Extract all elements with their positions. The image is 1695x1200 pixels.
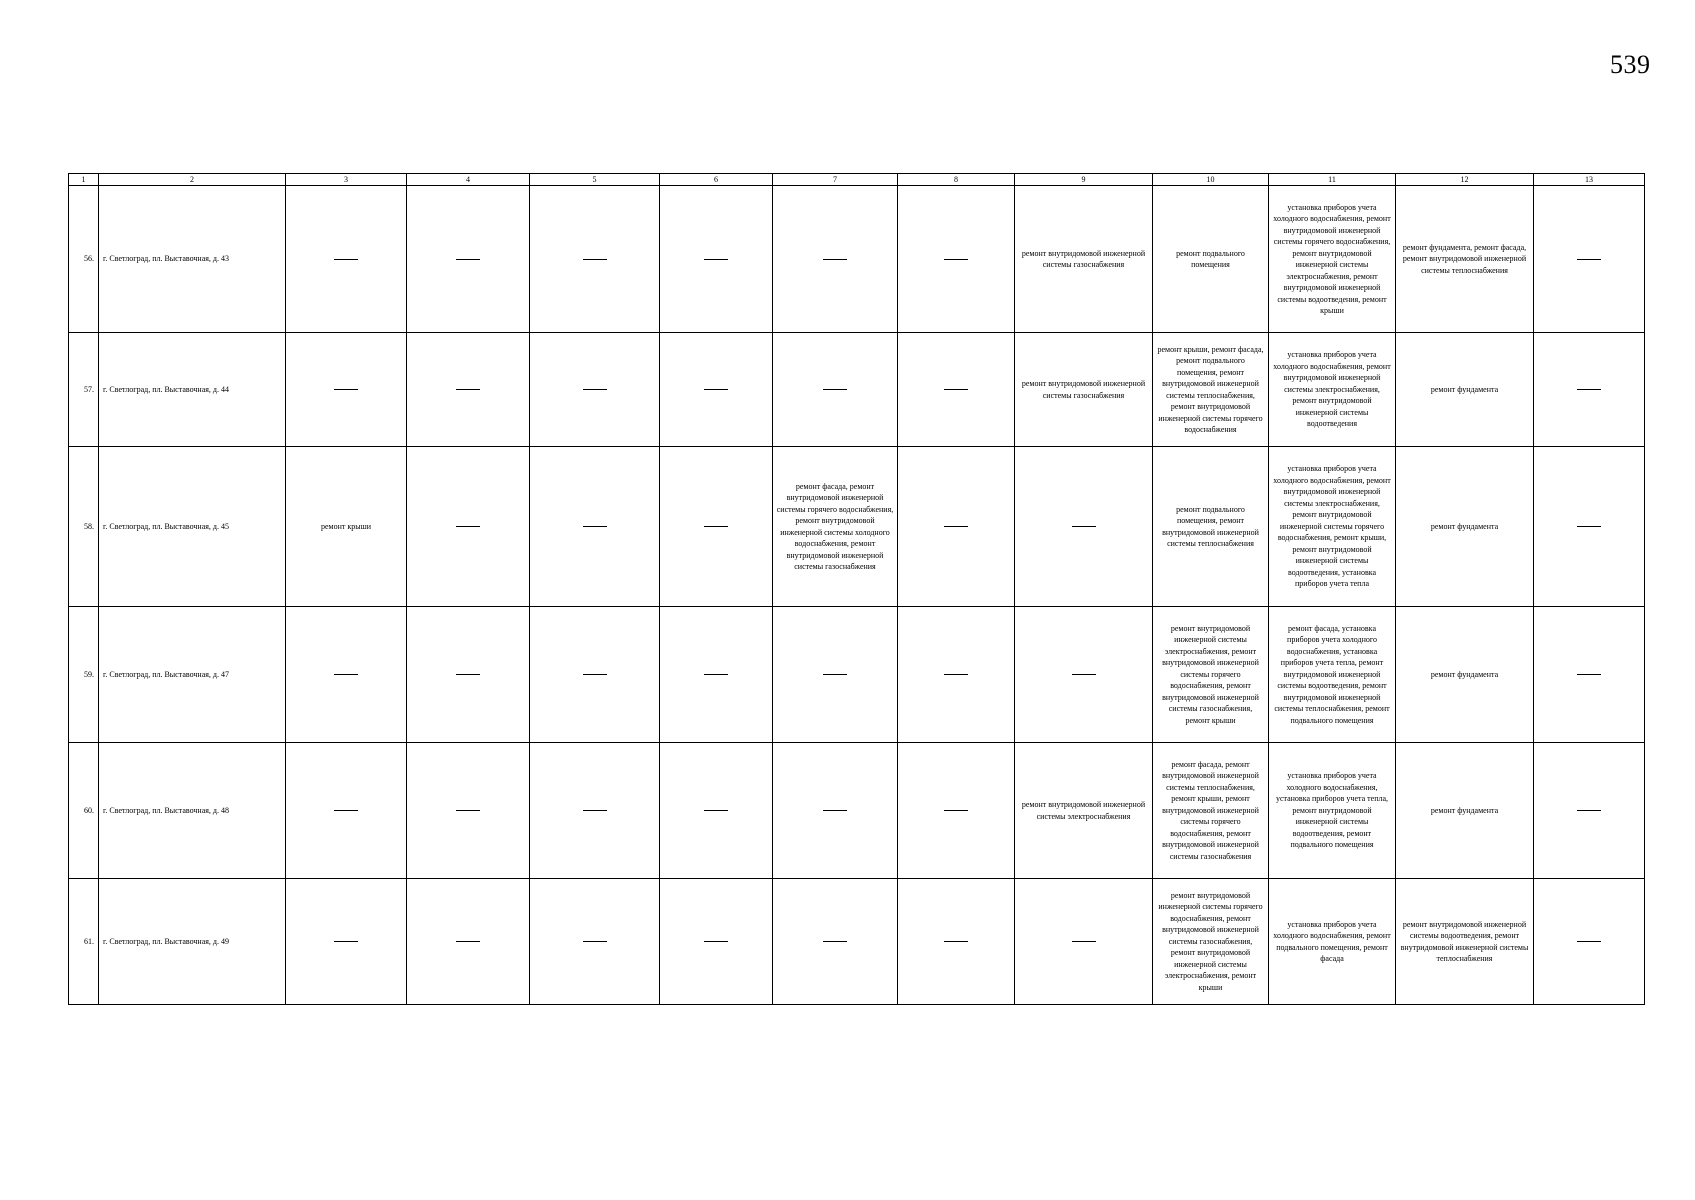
dash-mark: [583, 941, 607, 942]
table-cell: ремонт подвального помещения, ремонт внутридомовой инженерной системы теплоснабжения: [1153, 447, 1269, 607]
dash-mark: [1577, 674, 1601, 675]
table-cell: [407, 333, 530, 447]
dash-mark: [823, 259, 847, 260]
dash-mark: [944, 526, 968, 527]
table-cell: [773, 607, 898, 743]
table-cell: ремонт фундамента: [1396, 743, 1534, 879]
table-cell: [530, 186, 660, 333]
table-cell: [286, 333, 407, 447]
dash-mark: [944, 674, 968, 675]
table-cell: ремонт внутридомовой инженерной системы горячего водоснабжения, ремонт внутридомовой инженерной системы газоснабжения, ремонт внутридомовой инженерной системы электроснабжения, ремонт крыши: [1153, 879, 1269, 1005]
row-number-cell: 56.: [69, 186, 99, 333]
table-cell: [1015, 607, 1153, 743]
address-cell: г. Светлоград, пл. Выставочная, д. 43: [99, 186, 286, 333]
address-cell: г. Светлоград, пл. Выставочная, д. 44: [99, 333, 286, 447]
table-cell: [660, 607, 773, 743]
dash-mark: [456, 674, 480, 675]
table-cell: ремонт фасада, ремонт внутридомовой инженерной системы теплоснабжения, ремонт крыши, ремонт внутридомовой инженерной системы горячего водоснабжения, ремонт внутридомовой инженерной системы газоснабжения: [1153, 743, 1269, 879]
dash-mark: [334, 674, 358, 675]
table-cell: ремонт фундамента, ремонт фасада, ремонт внутридомовой инженерной системы теплоснабжения: [1396, 186, 1534, 333]
table-cell: установка приборов учета холодного водоснабжения, ремонт внутридомовой инженерной системы электроснабжения, ремонт внутридомовой инженерной системы горячего водоснабжения, ремонт крыши, ремонт внутридомовой инженерной системы водоотведения, установка приборов учета тепла: [1269, 447, 1396, 607]
dash-mark: [1577, 259, 1601, 260]
column-number-row: [69, 174, 1645, 186]
repair-schedule-table: [68, 173, 1645, 1005]
table-cell: установка приборов учета холодного водоснабжения, ремонт внутридомовой инженерной системы горячего водоснабжения, ремонт внутридомовой инженерной системы электроснабжения, ремонт внутридомовой инженерной системы водоотведения, ремонт крыши: [1269, 186, 1396, 333]
row-number-cell: 60.: [69, 743, 99, 879]
dash-mark: [456, 526, 480, 527]
table-cell: установка приборов учета холодного водоснабжения, ремонт внутридомовой инженерной системы электроснабжения, ремонт внутридомовой инженерной системы водоотведения: [1269, 333, 1396, 447]
dash-mark: [1577, 389, 1601, 390]
table-cell: [530, 447, 660, 607]
table-cell: [530, 879, 660, 1005]
table-cell: ремонт фасада, ремонт внутридомовой инженерной системы горячего водоснабжения, ремонт внутридомовой инженерной системы холодного водоснабжения, ремонт внутридомовой инженерной системы газоснабжения: [773, 447, 898, 607]
table-cell: [1534, 333, 1645, 447]
column-header: 10: [1153, 174, 1269, 186]
table-cell: ремонт фундамента: [1396, 447, 1534, 607]
dash-mark: [823, 941, 847, 942]
table-cell: [1534, 743, 1645, 879]
table-row: [69, 333, 1645, 447]
row-number-cell: 58.: [69, 447, 99, 607]
table-cell: [898, 447, 1015, 607]
table-cell: [1015, 447, 1153, 607]
table-cell: установка приборов учета холодного водоснабжения, ремонт подвального помещения, ремонт фасада: [1269, 879, 1396, 1005]
table-row: [69, 607, 1645, 743]
table-cell: ремонт фундамента: [1396, 333, 1534, 447]
table-row: [69, 743, 1645, 879]
table-cell: [773, 333, 898, 447]
dash-mark: [704, 674, 728, 675]
table-cell: установка приборов учета холодного водоснабжения, установка приборов учета тепла, ремонт внутридомовой инженерной системы водоотведения, ремонт подвального помещения: [1269, 743, 1396, 879]
dash-mark: [334, 941, 358, 942]
table-cell: ремонт подвального помещения: [1153, 186, 1269, 333]
table-cell: [286, 186, 407, 333]
table-row: [69, 186, 1645, 333]
table-cell: [530, 607, 660, 743]
address-cell: г. Светлоград, пл. Выставочная, д. 48: [99, 743, 286, 879]
column-header: 12: [1396, 174, 1534, 186]
table-cell: [660, 447, 773, 607]
table-cell: [286, 879, 407, 1005]
table-cell: [660, 743, 773, 879]
dash-mark: [456, 389, 480, 390]
dash-mark: [1072, 941, 1096, 942]
column-header: 4: [407, 174, 530, 186]
dash-mark: [1577, 810, 1601, 811]
table-cell: [407, 607, 530, 743]
dash-mark: [704, 259, 728, 260]
table-cell: [773, 879, 898, 1005]
dash-mark: [583, 526, 607, 527]
address-cell: г. Светлоград, пл. Выставочная, д. 47: [99, 607, 286, 743]
address-cell: г. Светлоград, пл. Выставочная, д. 49: [99, 879, 286, 1005]
column-header: 5: [530, 174, 660, 186]
dash-mark: [456, 810, 480, 811]
table-cell: [407, 879, 530, 1005]
table-cell: [407, 186, 530, 333]
row-number-cell: 59.: [69, 607, 99, 743]
dash-mark: [1072, 674, 1096, 675]
column-header: 13: [1534, 174, 1645, 186]
dash-mark: [704, 941, 728, 942]
table-cell: ремонт внутридомовой инженерной системы водоотведения, ремонт внутридомовой инженерной системы теплоснабжения: [1396, 879, 1534, 1005]
table-cell: [407, 743, 530, 879]
page-number: 539: [1610, 50, 1651, 79]
table-cell: [1534, 447, 1645, 607]
dash-mark: [704, 526, 728, 527]
table-cell: [898, 607, 1015, 743]
column-header: 1: [69, 174, 99, 186]
table-cell: [1534, 879, 1645, 1005]
table-cell: ремонт крыши: [286, 447, 407, 607]
column-header: 9: [1015, 174, 1153, 186]
dash-mark: [334, 389, 358, 390]
table-cell: ремонт фундамента: [1396, 607, 1534, 743]
table-cell: [286, 607, 407, 743]
table-cell: [660, 186, 773, 333]
table-cell: ремонт внутридомовой инженерной системы газоснабжения: [1015, 186, 1153, 333]
address-cell: г. Светлоград, пл. Выставочная, д. 45: [99, 447, 286, 607]
table-cell: [898, 186, 1015, 333]
table-cell: ремонт внутридомовой инженерной системы газоснабжения: [1015, 333, 1153, 447]
dash-mark: [583, 259, 607, 260]
table-cell: [407, 447, 530, 607]
dash-mark: [944, 259, 968, 260]
table-cell: ремонт фасада, установка приборов учета холодного водоснабжения, установка приборов учета тепла, ремонт внутридомовой инженерной системы водоотведения, ремонт внутридомовой инженерной системы теплоснабжения, ремонт подвального помещения: [1269, 607, 1396, 743]
table-cell: [1015, 879, 1153, 1005]
dash-mark: [1577, 941, 1601, 942]
dash-mark: [1072, 526, 1096, 527]
table-row: [69, 447, 1645, 607]
row-number-cell: 61.: [69, 879, 99, 1005]
table-cell: [1534, 607, 1645, 743]
table-cell: ремонт крыши, ремонт фасада, ремонт подвального помещения, ремонт внутридомовой инженерной системы теплоснабжения, ремонт внутридомовой инженерной системы горячего водоснабжения: [1153, 333, 1269, 447]
dash-mark: [583, 810, 607, 811]
dash-mark: [944, 941, 968, 942]
dash-mark: [334, 810, 358, 811]
table-cell: [898, 879, 1015, 1005]
dash-mark: [944, 389, 968, 390]
dash-mark: [1577, 526, 1601, 527]
table-cell: [898, 743, 1015, 879]
column-header: 7: [773, 174, 898, 186]
dash-mark: [823, 389, 847, 390]
table-cell: ремонт внутридомовой инженерной системы электроснабжения: [1015, 743, 1153, 879]
dash-mark: [583, 389, 607, 390]
table-cell: ремонт внутридомовой инженерной системы электроснабжения, ремонт внутридомовой инженерной системы горячего водоснабжения, ремонт внутридомовой инженерной системы газоснабжения, ремонт крыши: [1153, 607, 1269, 743]
column-header: 11: [1269, 174, 1396, 186]
table-cell: [530, 333, 660, 447]
dash-mark: [704, 810, 728, 811]
table-cell: [660, 333, 773, 447]
column-header: 3: [286, 174, 407, 186]
dash-mark: [456, 259, 480, 260]
dash-mark: [823, 810, 847, 811]
table-cell: [898, 333, 1015, 447]
table-cell: [530, 743, 660, 879]
column-header: 8: [898, 174, 1015, 186]
dash-mark: [823, 674, 847, 675]
table-cell: [773, 743, 898, 879]
dash-mark: [583, 674, 607, 675]
dash-mark: [704, 389, 728, 390]
dash-mark: [334, 259, 358, 260]
dash-mark: [456, 941, 480, 942]
table-cell: [773, 186, 898, 333]
table-cell: [286, 743, 407, 879]
table-cell: [660, 879, 773, 1005]
row-number-cell: 57.: [69, 333, 99, 447]
column-header: 2: [99, 174, 286, 186]
table-row: [69, 879, 1645, 1005]
dash-mark: [944, 810, 968, 811]
table-cell: [1534, 186, 1645, 333]
column-header: 6: [660, 174, 773, 186]
